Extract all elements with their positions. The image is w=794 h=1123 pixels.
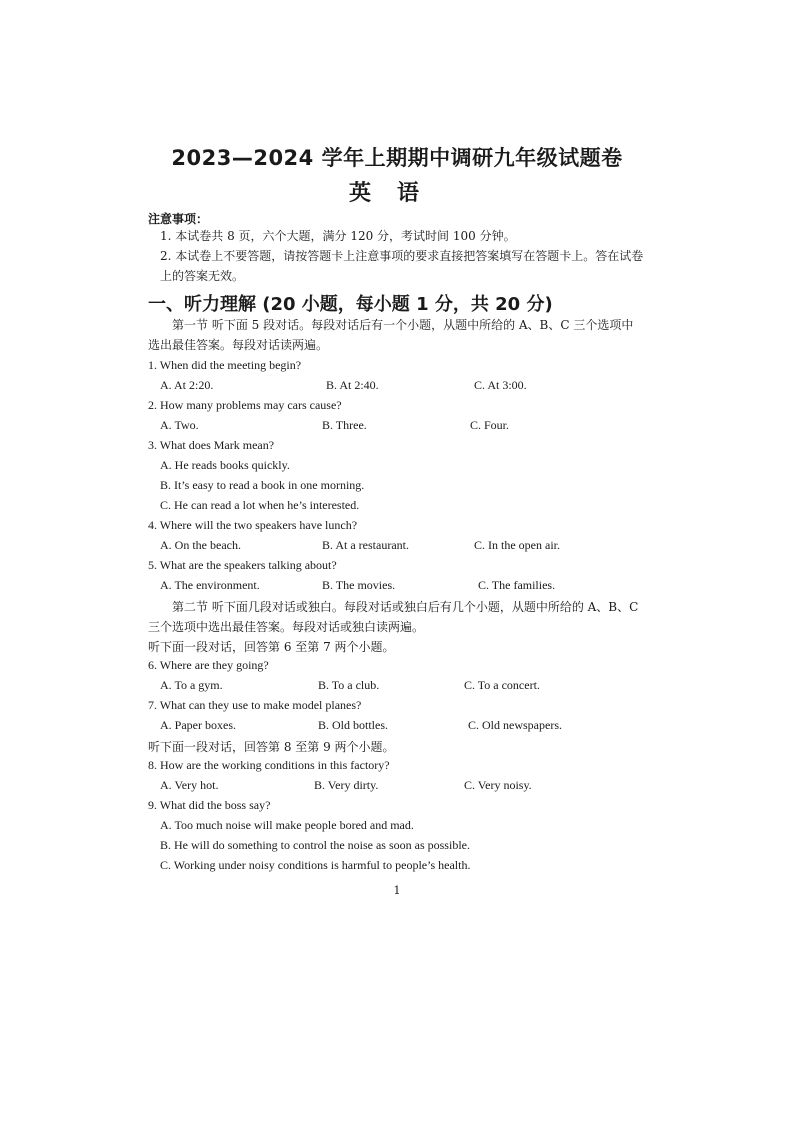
notice-item: 2. 本试卷上不要答题，请按答题卡上注意事项的要求直接把答案填写在答题卡上。答在试卷上的答案无效。: [160, 249, 644, 283]
question: 1. When did the meeting begin?: [148, 358, 302, 372]
option: B. The movies.: [322, 578, 396, 592]
option: B. At 2:40.: [326, 378, 379, 392]
option: C. In the open air.: [474, 538, 560, 552]
notice-heading: 注意事项：: [148, 212, 209, 226]
option: C. At 3:00.: [474, 378, 527, 392]
option: A. To a gym.: [160, 678, 223, 692]
section-heading: 一、听力理解 (20 小题，每小题 1 分，共 20 分): [148, 294, 553, 315]
exam-title: 2023—2024 学年上期期中调研九年级试题卷: [171, 146, 623, 170]
question: 4. Where will the two speakers have lunch?: [148, 518, 358, 532]
option: C. Very noisy.: [464, 778, 532, 792]
option: C. The families.: [478, 578, 556, 592]
option: B. At a restaurant.: [322, 538, 409, 552]
listening-instruction: 听下面一段对话，回答第 6 至第 7 两个小题。: [148, 640, 395, 654]
option: C. Old newspapers.: [468, 718, 562, 732]
option: C. To a concert.: [464, 678, 540, 692]
option: A. Two.: [160, 418, 199, 432]
question: 2. How many problems may cars cause?: [148, 398, 342, 412]
question: 6. Where are they going?: [148, 658, 269, 672]
option: A. Paper boxes.: [160, 718, 236, 732]
option: A. The environment.: [160, 578, 260, 592]
option: C. He can read a lot when he’s interested.: [160, 498, 360, 512]
option: B. Old bottles.: [318, 718, 389, 732]
question: 7. What can they use to make model planes?: [148, 698, 362, 712]
question: 5. What are the speakers talking about?: [148, 558, 337, 572]
option: A. Too much noise will make people bored and mad.: [160, 818, 414, 832]
option: B. He will do something to control the noise as soon as possible.: [160, 838, 470, 852]
question: 9. What did the boss say?: [148, 798, 271, 812]
option: A. On the beach.: [160, 538, 241, 552]
option: B. To a club.: [318, 678, 380, 692]
option: B. Three.: [322, 418, 367, 432]
part-intro: 第二节 听下面几段对话或独白。每段对话或独白后有几个小题，从题中所给的 A、B、C 三个选项中选出最佳答案。每段对话或独白读两遍。: [148, 600, 639, 634]
part-intro: 第一节 听下面 5 段对话。每段对话后有一个小题，从题中所给的 A、B、C 三个选项中选出最佳答案。每段对话读两遍。: [148, 318, 634, 352]
listening-instruction: 听下面一段对话，回答第 8 至第 9 两个小题。: [148, 740, 395, 754]
option: B. Very dirty.: [314, 778, 379, 792]
notice-item: 1. 本试卷共 8 页，六个大题，满分 120 分，考试时间 100 分钟。: [160, 229, 516, 243]
option: C. Four.: [470, 418, 510, 432]
subject-title: 英语: [348, 181, 445, 206]
page-number: 1: [393, 884, 401, 897]
question: 8. How are the working conditions in this factory?: [148, 758, 390, 772]
option: B. It’s easy to read a book in one morning.: [160, 478, 365, 492]
option: C. Working under noisy conditions is harmful to people’s health.: [160, 858, 471, 872]
option: A. Very hot.: [160, 778, 219, 792]
option: A. He reads books quickly.: [160, 458, 290, 472]
option: A. At 2:20.: [160, 378, 214, 392]
question: 3. What does Mark mean?: [148, 438, 275, 452]
